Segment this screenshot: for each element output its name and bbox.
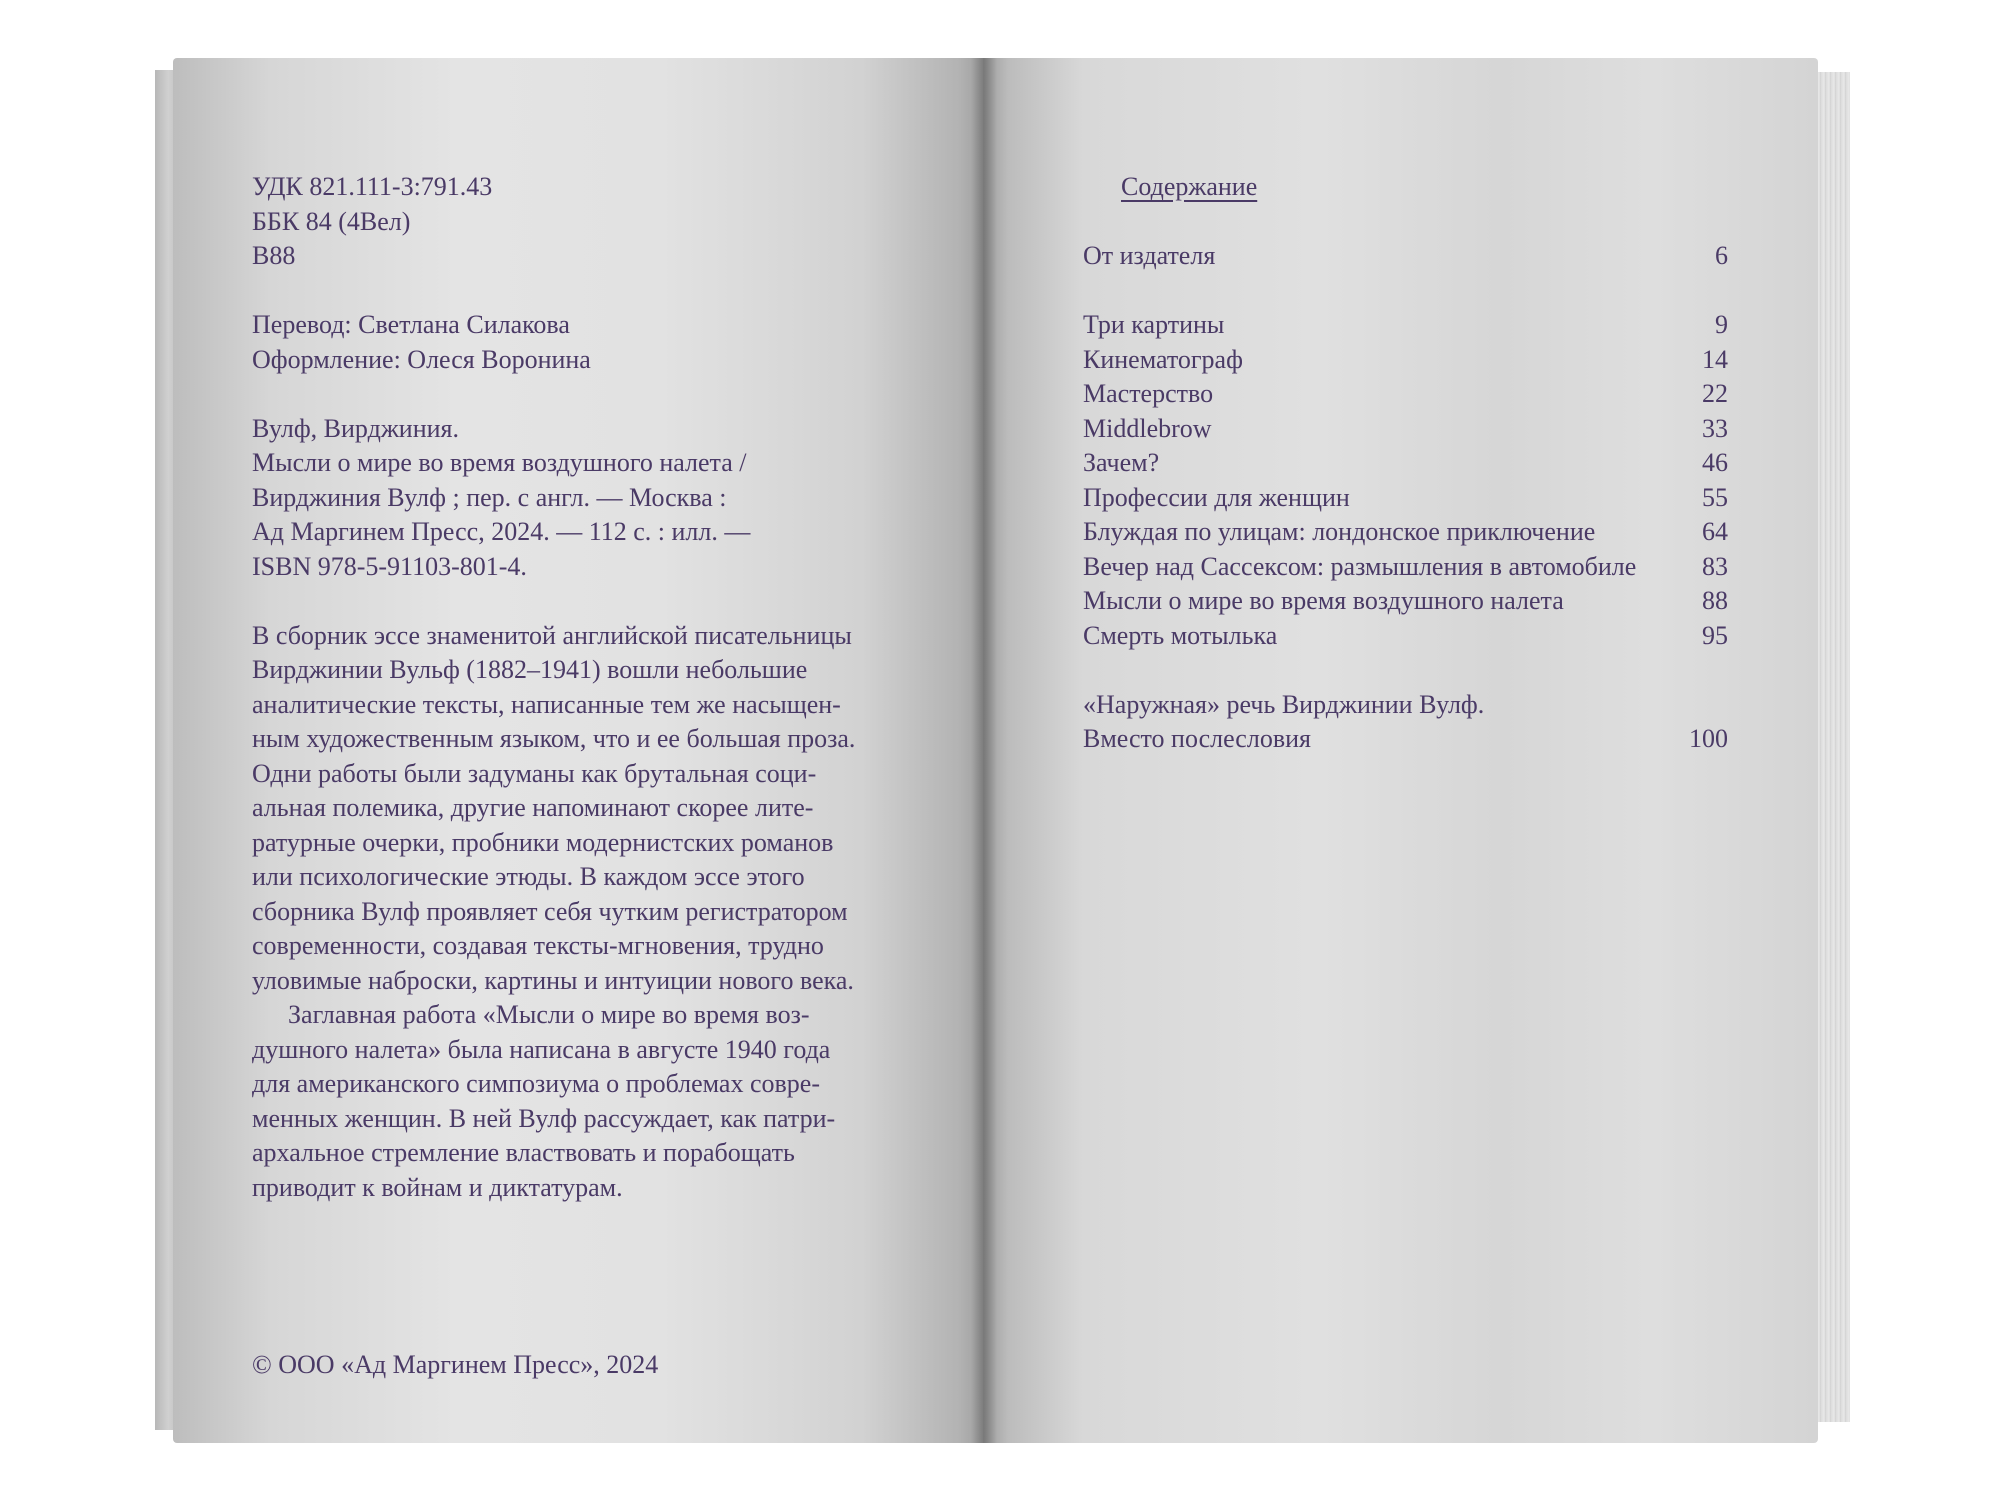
toc-entry-title: От издателя <box>1083 241 1216 270</box>
bbk-line: ББК 84 (4Вел) <box>252 206 411 236</box>
annotation <box>252 619 932 1206</box>
annotation-line: Заглавная работа «Мысли о мире во время воз- <box>288 1000 810 1029</box>
toc-entry-title: Смерть мотылька <box>1083 620 1278 650</box>
annotation-line: современности, создавая тексты-мгновения, трудно <box>252 931 824 960</box>
annotation-line: для американского симпозиума о проблемах совре- <box>252 1069 820 1098</box>
toc-entry-page: 55 <box>1702 482 1728 512</box>
toc-entry <box>1083 550 1728 585</box>
catalog-record <box>252 412 932 585</box>
toc-entry-page: 64 <box>1702 517 1728 546</box>
annotation-line: альная полемика, другие напоминают скорее лите- <box>252 793 814 822</box>
annotation-line: уловимые наброски, картины и интуиции нового века. <box>252 965 854 995</box>
right-page <box>983 58 1818 1443</box>
annotation-line: душного налета» была написана в августе 1940 года <box>252 1034 831 1064</box>
designer-line: Оформление: Олеся Воронина <box>252 344 591 374</box>
toc-entry-title: Мысли о мире во время воздушного налета <box>1083 586 1564 615</box>
toc-entry-page: 83 <box>1702 551 1728 581</box>
toc-entry-title-line: «Наружная» речь Вирджинии Вулф. <box>1083 689 1485 719</box>
toc-entry-title: Middlebrow <box>1083 413 1212 443</box>
open-book <box>155 58 1850 1443</box>
toc-entry <box>1083 239 1728 274</box>
toc-entry-title: Вечер над Сассексом: размышления в автомобиле <box>1083 551 1637 581</box>
annotation-line: сборника Вулф проявляет себя чутким регистратором <box>252 896 848 926</box>
annotation-line: Одни работы были задуманы как брутальная соци- <box>252 758 817 788</box>
toc-entry-title: Вместо послесловия <box>1083 724 1311 753</box>
annotation-line: ратурные очерки, пробники модернистских романов <box>252 827 834 857</box>
udk-line: УДК 821.111-3:791.43 <box>252 172 493 201</box>
catalog-line: Вулф, Вирджиния. <box>252 413 459 443</box>
toc-entry <box>1083 308 1728 343</box>
toc-entry <box>1083 377 1728 412</box>
toc-entry-title: Мастерство <box>1083 379 1214 408</box>
toc-entry-page: 22 <box>1702 379 1728 408</box>
toc-entry-page: 46 <box>1702 448 1728 477</box>
toc-entry <box>1083 412 1728 447</box>
toc-entry <box>1083 481 1728 516</box>
catalog-line: Вирджиния Вулф ; пер. с англ. — Москва : <box>252 482 727 512</box>
toc-entry-page: 33 <box>1702 413 1728 443</box>
toc-entry-page: 88 <box>1702 586 1728 615</box>
toc-entry-page: 9 <box>1715 310 1728 339</box>
toc-entry-page: 95 <box>1702 620 1728 650</box>
toc-entry-title: Блуждая по улицам: лондонское приключение <box>1083 517 1596 546</box>
imprint-block <box>252 170 932 1205</box>
annotation-line: или психологические этюды. В каждом эссе этого <box>252 862 805 891</box>
toc-entry-page: 100 <box>1689 724 1728 753</box>
annotation-line: приводит к войнам и диктатурам. <box>252 1172 623 1202</box>
table-of-contents <box>1083 170 1728 757</box>
right-page-edge <box>1816 72 1850 1422</box>
catalog-line: Мысли о мире во время воздушного налета / <box>252 448 747 477</box>
toc-title: Содержание <box>1121 172 1258 201</box>
toc-entry-title: Кинематограф <box>1083 344 1243 374</box>
toc-entry <box>1083 722 1728 757</box>
annotation-line: архальное стремление властвовать и порабощать <box>252 1138 795 1167</box>
book-spine <box>971 58 997 1443</box>
toc-entry <box>1083 619 1728 654</box>
annotation-line: Вирджинии Вульф (1882–1941) вошли небольшие <box>252 655 808 684</box>
annotation-line: ным художественным языком, что и ее большая проза. <box>252 724 856 753</box>
translator-line: Перевод: Светлана Силакова <box>252 310 570 339</box>
annotation-line: менных женщин. В ней Вулф рассуждает, как патри- <box>252 1103 836 1133</box>
toc-entry-title: Профессии для женщин <box>1083 482 1350 512</box>
toc-entry-page: 14 <box>1702 344 1728 374</box>
toc-entry <box>1083 515 1728 550</box>
left-page <box>173 58 983 1443</box>
copyright-line: © ООО «Ад Маргинем Пресс», 2024 <box>252 1350 659 1379</box>
toc-entry-page: 6 <box>1715 241 1728 270</box>
toc-entry <box>1083 343 1728 378</box>
toc-entry <box>1083 446 1728 481</box>
toc-entry-title: Три картины <box>1083 310 1225 339</box>
annotation-line: аналитические тексты, написанные тем же насыщен- <box>252 689 841 719</box>
toc-entry <box>1083 584 1728 619</box>
annotation-line: В сборник эссе знаменитой английской писательницы <box>252 620 852 650</box>
toc-entry-title: Зачем? <box>1083 448 1160 477</box>
catalog-line: Ад Маргинем Пресс, 2024. — 112 с. : илл. — <box>252 517 751 546</box>
catalog-line: ISBN 978-5-91103-801-4. <box>252 551 527 581</box>
author-code-line: В88 <box>252 241 296 270</box>
